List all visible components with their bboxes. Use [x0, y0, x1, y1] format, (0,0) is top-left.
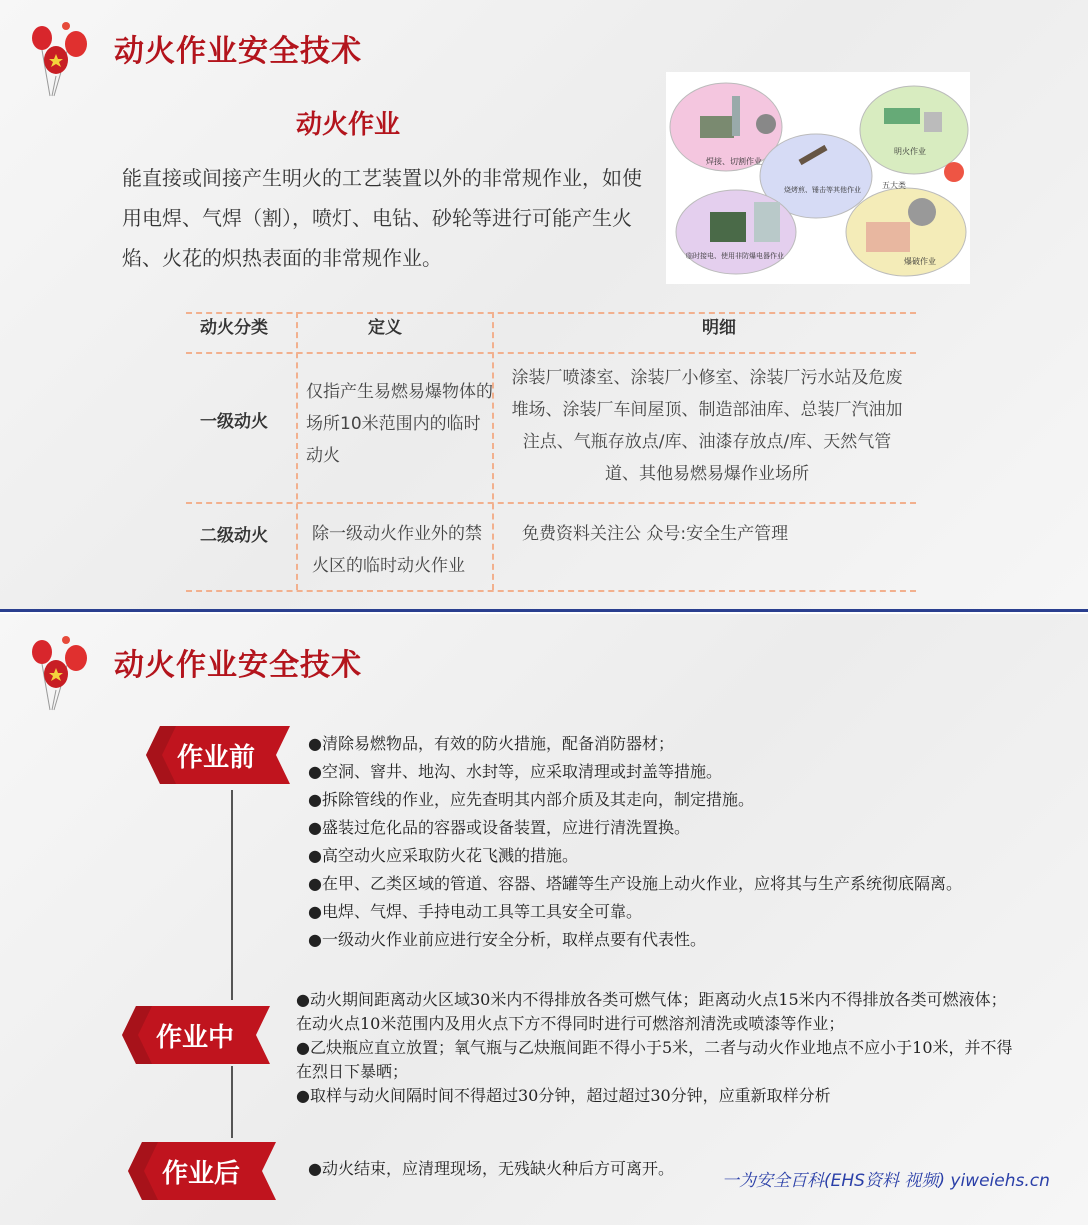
illus-label-welding: 焊接、切割作业	[706, 157, 762, 166]
slide-1	[0, 0, 1088, 610]
list-item: ●拆除管线的作业，应先查明其内部介质及其走向，制定措施。	[308, 790, 754, 809]
timeline-line	[231, 790, 233, 1000]
watermark: 一为安全百科(EHS资料 视频) yiweiehs.cn	[722, 1171, 1050, 1191]
list-item: ●盛装过危化品的容器或设备装置，应进行清洗置换。	[308, 818, 690, 837]
table-row-definition: 除一级动火作业外的禁火区的临时动火作业	[312, 524, 482, 576]
table-border	[296, 312, 298, 590]
list-item: ●动火期间距离动火区域30米内不得排放各类可燃气体；距离动火点15米内不得排放各类可燃液体；在动火点10米范围内及用火点下方不得同时进行可燃溶剂清洗或喷漆等作业；	[296, 990, 1007, 1033]
slide-divider	[0, 609, 1088, 612]
after-list	[308, 1156, 674, 1179]
slide-2	[0, 614, 1088, 1225]
table-border	[186, 590, 916, 592]
timeline-line	[231, 1066, 233, 1138]
list-item: ●乙炔瓶应直立放置；氧气瓶与乙炔瓶间距不得小于5米，二者与动火作业地点不应小于10米，并不得在烈日下暴晒；	[296, 1038, 1013, 1081]
illus-label-electric: 临时接电、使用非防爆电器作业	[686, 252, 784, 260]
balloons-icon	[20, 18, 100, 98]
hot-work-types-illustration	[666, 72, 970, 284]
list-item: ●取样与动火间隔时间不得超过30分钟，超过超过30分钟，应重新取样分析	[296, 1086, 831, 1105]
stage-label-before: 作业前	[176, 742, 255, 773]
section-subtitle: 动火作业	[296, 110, 401, 140]
list-item: ●清除易燃物品，有效的防火措施，配备消防器材；	[308, 734, 674, 753]
stage-label-after: 作业后	[161, 1158, 240, 1189]
during-list	[296, 988, 1016, 1108]
table-header: 动火分类	[200, 318, 268, 338]
list-item: ●空洞、窨井、地沟、水封等，应采取清理或封盖等措施。	[308, 762, 722, 781]
illus-label-open-flame: 明火作业	[894, 147, 926, 156]
table-header: 定义	[368, 318, 402, 338]
table-header: 明细	[702, 318, 736, 338]
list-item: ●高空动火应采取防火花飞溅的措施。	[308, 846, 578, 865]
page-title: 动火作业安全技术	[114, 34, 362, 69]
illus-label-blasting: 爆破作业	[904, 257, 936, 266]
hot-work-classification-table	[186, 310, 916, 592]
list-item: ●一级动火作业前应进行安全分析，取样点要有代表性。	[308, 930, 706, 949]
list-item: ●动火结束，应清理现场，无残缺火种后方可离开。	[308, 1159, 674, 1178]
intro-text: 能直接或间接产生明火的工艺装置以外的非常规作业，如使用电焊、气焊（割），喷灯、电钻、砂轮等进行可能产生火焰、火花的炽热表面的非常规作业。	[122, 166, 642, 270]
balloons-icon	[20, 632, 100, 712]
table-row-detail: 涂装厂喷漆室、涂装厂小修室、涂装厂污水站及危废堆场、涂装厂车间屋顶、制造部油库、总装厂汽油加注点、气瓶存放点/库、油漆存放点/库、天然气管道、其他易燃易爆作业场所	[511, 368, 903, 484]
list-item: ●在甲、乙类区域的管道、容器、塔罐等生产设施上动火作业，应将其与生产系统彻底隔离。	[308, 874, 962, 893]
before-list	[308, 730, 962, 954]
table-row-definition: 仅指产生易燃易爆物体的场所10米范围内的临时动火	[306, 382, 493, 466]
list-item: ●电焊、气焊、手持电动工具等工具安全可靠。	[308, 902, 642, 921]
page-title: 动火作业安全技术	[114, 648, 362, 683]
illus-label-five-types: 五大类	[882, 181, 906, 190]
table-row-category: 二级动火	[200, 526, 268, 546]
table-row-detail: 免费资料关注公 众号:安全生产管理	[522, 524, 789, 544]
illus-label-other: 烧烤煎、锤击等其他作业	[784, 186, 861, 194]
stage-label-during: 作业中	[155, 1022, 234, 1053]
table-row-category: 一级动火	[200, 412, 268, 432]
